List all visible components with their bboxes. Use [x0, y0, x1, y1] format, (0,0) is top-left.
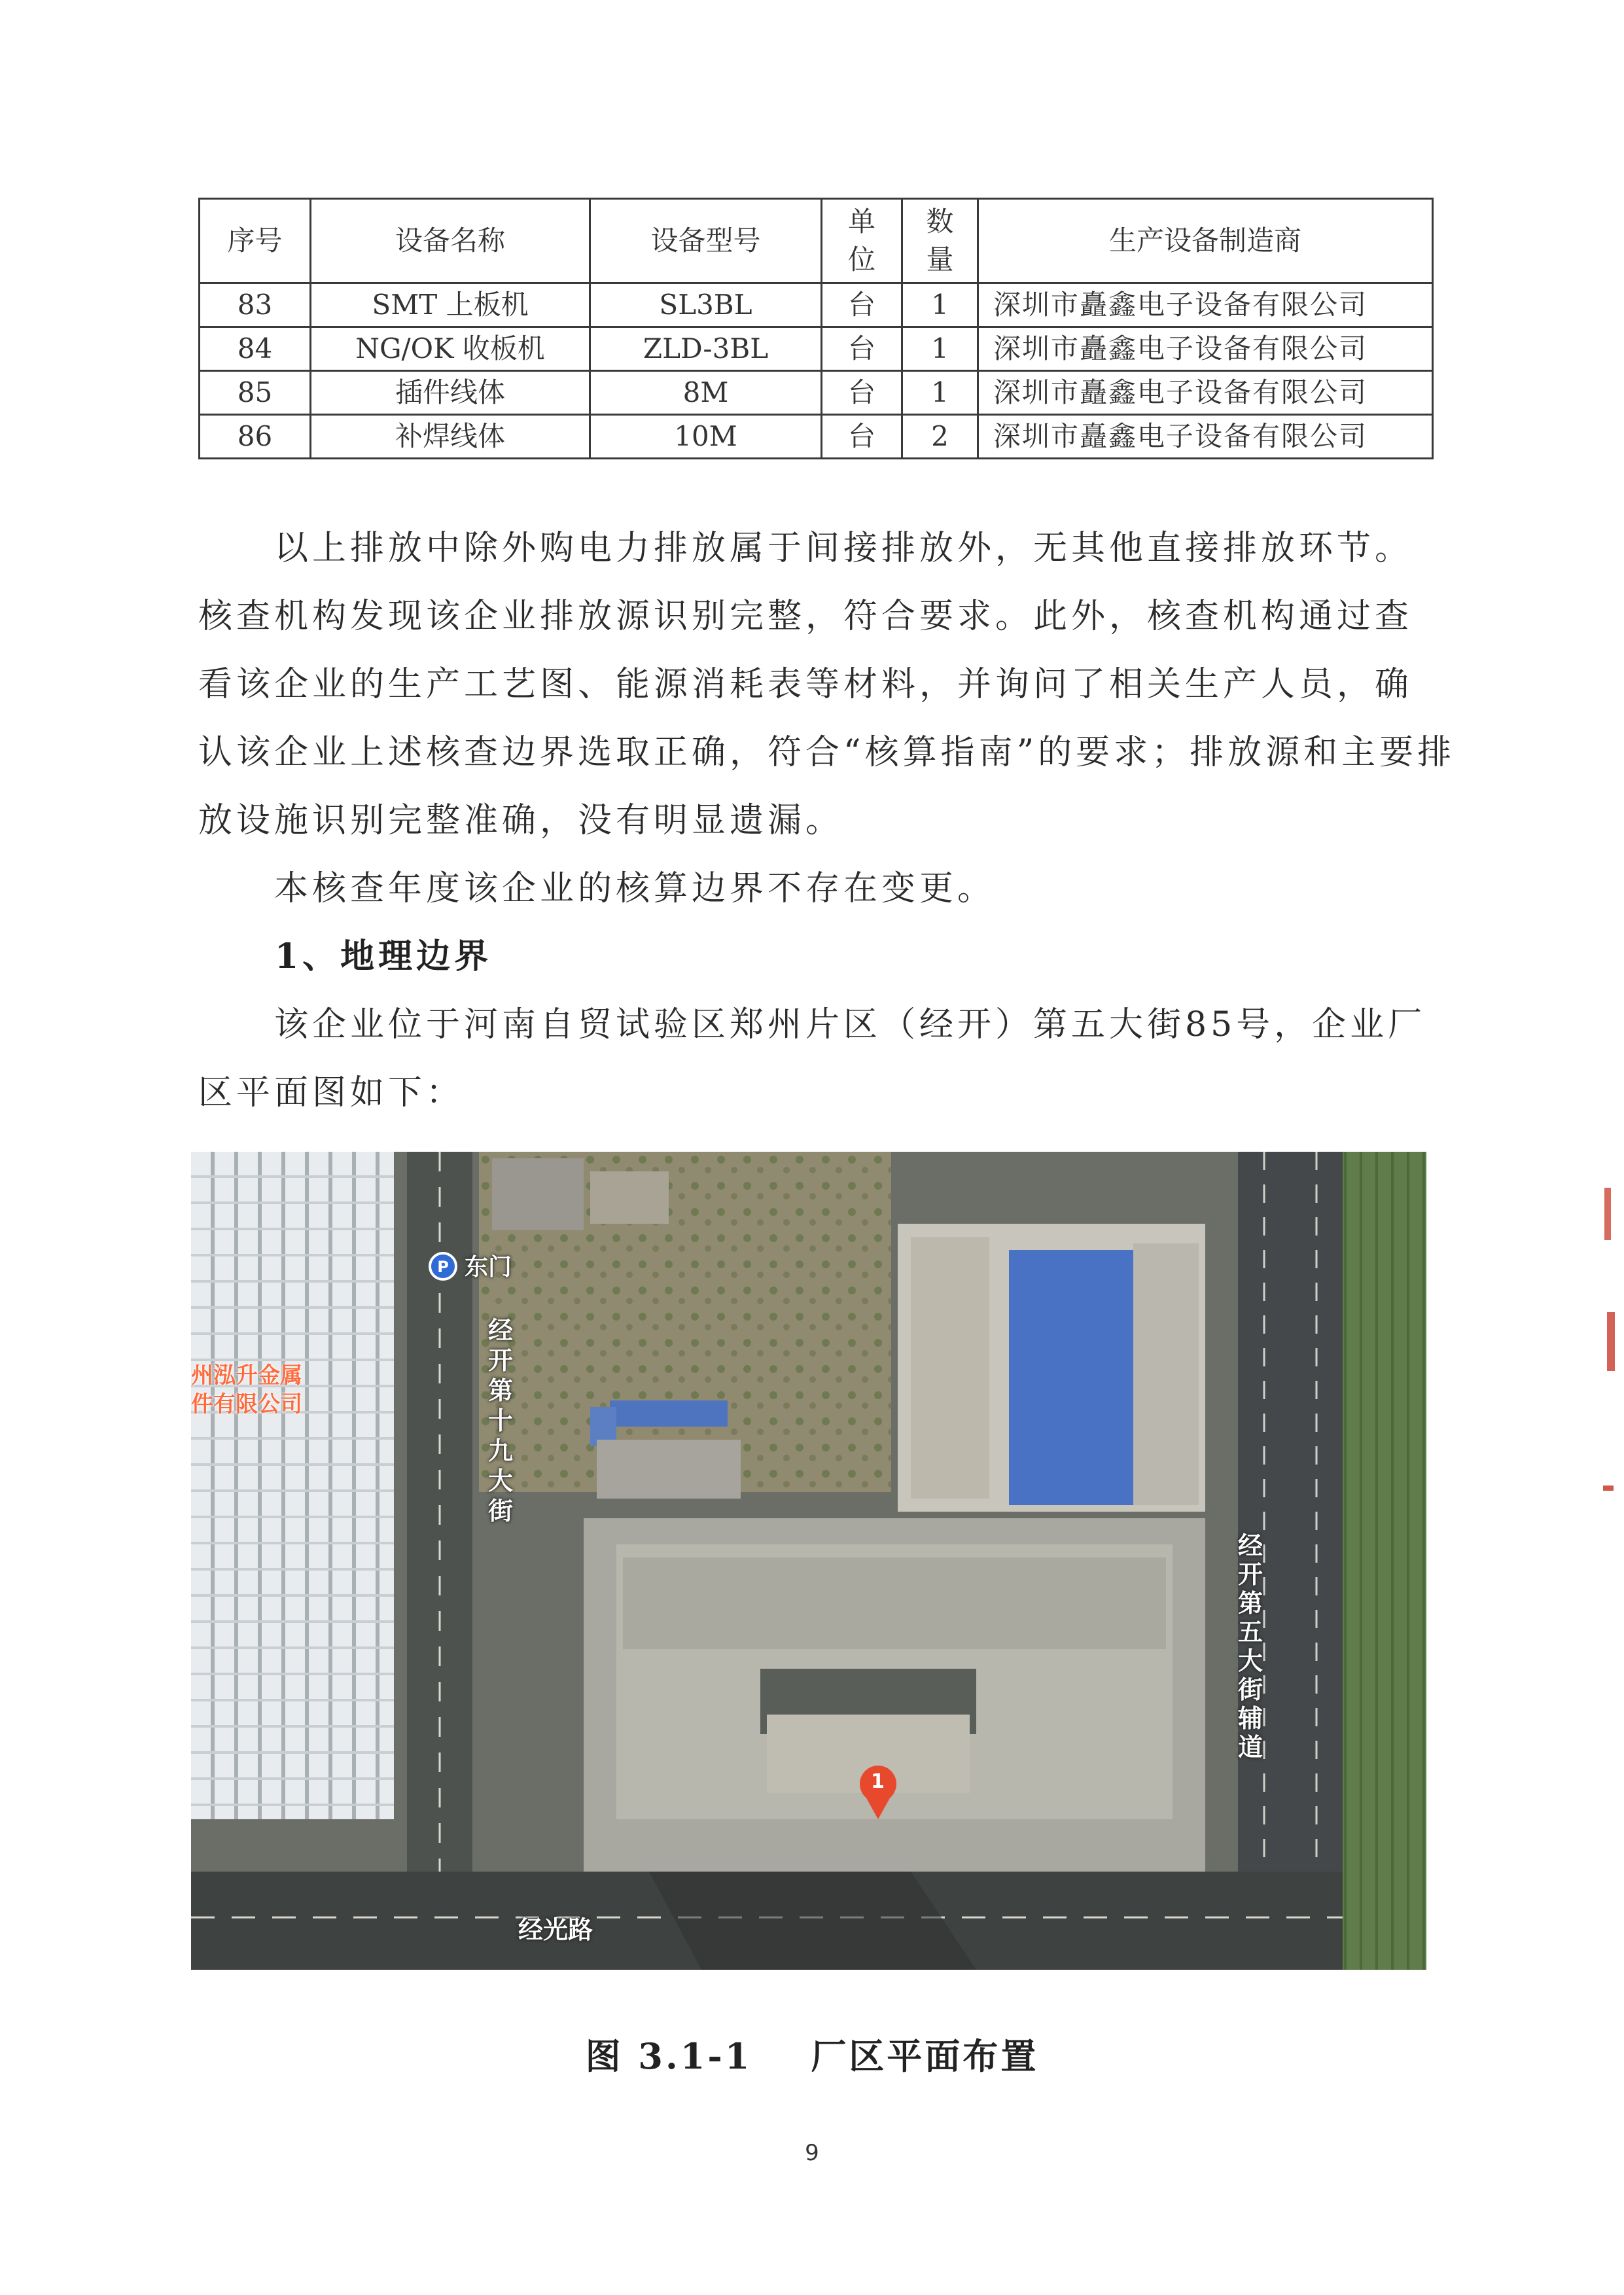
cell-name: 插件线体 — [311, 371, 590, 415]
svg-text:P: P — [437, 1258, 449, 1276]
cell-name: SMT 上板机 — [311, 283, 590, 327]
cell-model: SL3BL — [590, 283, 822, 327]
header-qty-top: 数 — [926, 205, 954, 238]
text-line: 核查机构发现该企业排放源识别完整，符合要求。此外，核查机构通过查 — [198, 597, 1413, 636]
cell-seq: 86 — [200, 415, 311, 459]
road-label-west: 经开第十九大街 — [488, 1316, 514, 1525]
figure-caption — [0, 2029, 1624, 2079]
cell-name: 补焊线体 — [311, 415, 590, 459]
cell-qty: 1 — [902, 327, 978, 371]
company-poi-label — [191, 1361, 335, 1419]
table-row — [200, 371, 1433, 415]
road-label-east: 经开第五大街辅道 — [1238, 1531, 1263, 1762]
cell-name: NG/OK 收板机 — [311, 327, 590, 371]
cell-qty: 1 — [902, 283, 978, 327]
cell-model: 8M — [590, 371, 822, 415]
figure-number: 图 3.1-1 — [585, 2035, 752, 2077]
header-unit-top: 单 — [847, 205, 875, 238]
text-line: 该企业位于河南自贸试验区郑州片区（经开）第五大街85号，企业厂 — [274, 1005, 1426, 1044]
company-label-line: 州泓升金属 — [191, 1362, 302, 1389]
header-qty — [902, 199, 978, 283]
cell-seq: 83 — [200, 283, 311, 327]
table-row — [200, 283, 1433, 327]
cell-model: ZLD-3BL — [590, 327, 822, 371]
header-manufacturer: 生产设备制造商 — [978, 199, 1433, 283]
header-qty-bottom: 量 — [926, 243, 954, 276]
text-line: 本核查年度该企业的核算边界不存在变更。 — [274, 869, 996, 908]
cell-manufacturer: 深圳市矗鑫电子设备有限公司 — [978, 371, 1433, 415]
blue-roof-building — [1009, 1250, 1133, 1505]
header-model: 设备型号 — [590, 199, 822, 283]
cell-unit: 台 — [822, 327, 902, 371]
text-line: 认该企业上述核查边界选取正确，符合“核算指南”的要求；排放源和主要排 — [198, 733, 1456, 772]
paragraph-location — [198, 991, 1432, 1127]
text-line: 看该企业的生产工艺图、能源消耗表等材料，并询问了相关生产人员，确 — [198, 665, 1413, 704]
cell-model: 10M — [590, 415, 822, 459]
cell-qty: 1 — [902, 371, 978, 415]
farmland — [1343, 1152, 1426, 1970]
header-unit-bottom: 位 — [847, 243, 875, 276]
text-line: 放设施识别完整准确，没有明显遗漏。 — [198, 801, 844, 840]
cell-manufacturer: 深圳市矗鑫电子设备有限公司 — [978, 283, 1433, 327]
text-line: 以上排放中除外购电力排放属于间接排放外，无其他直接排放环节。 — [274, 529, 1413, 568]
cell-unit: 台 — [822, 371, 902, 415]
gate-pin-icon — [430, 1253, 456, 1279]
paragraph-emission-review — [198, 514, 1456, 855]
cell-qty: 2 — [902, 415, 978, 459]
page-number: 9 — [805, 2140, 819, 2166]
west-factory-roof — [191, 1152, 394, 1819]
cell-seq: 84 — [200, 327, 311, 371]
cell-manufacturer: 深圳市矗鑫电子设备有限公司 — [978, 327, 1433, 371]
seal-fragment — [1607, 1312, 1615, 1371]
figure-title: 厂区平面布置 — [811, 2035, 1039, 2077]
equipment-table — [198, 198, 1434, 459]
seal-fragment — [1603, 1486, 1614, 1491]
text-line: 区平面图如下： — [198, 1073, 465, 1112]
blue-shed-roof — [610, 1400, 728, 1427]
header-name: 设备名称 — [311, 199, 590, 283]
gate-label: 东门 — [465, 1254, 512, 1281]
road-label-south: 经光路 — [518, 1915, 593, 1944]
seal-fragment — [1604, 1188, 1611, 1240]
site-map-image — [191, 1152, 1426, 1970]
table-row — [200, 327, 1433, 371]
paragraph-boundary-unchanged — [198, 855, 1432, 923]
cell-unit: 台 — [822, 283, 902, 327]
marker-number: 1 — [871, 1770, 885, 1793]
company-label-line: 件有限公司 — [191, 1391, 302, 1417]
section-heading: 1、地理边界 — [275, 936, 493, 976]
table-header-row — [200, 199, 1433, 283]
table-row — [200, 415, 1433, 459]
header-unit — [822, 199, 902, 283]
cell-seq: 85 — [200, 371, 311, 415]
cell-unit: 台 — [822, 415, 902, 459]
cell-manufacturer: 深圳市矗鑫电子设备有限公司 — [978, 415, 1433, 459]
header-seq: 序号 — [200, 199, 311, 283]
